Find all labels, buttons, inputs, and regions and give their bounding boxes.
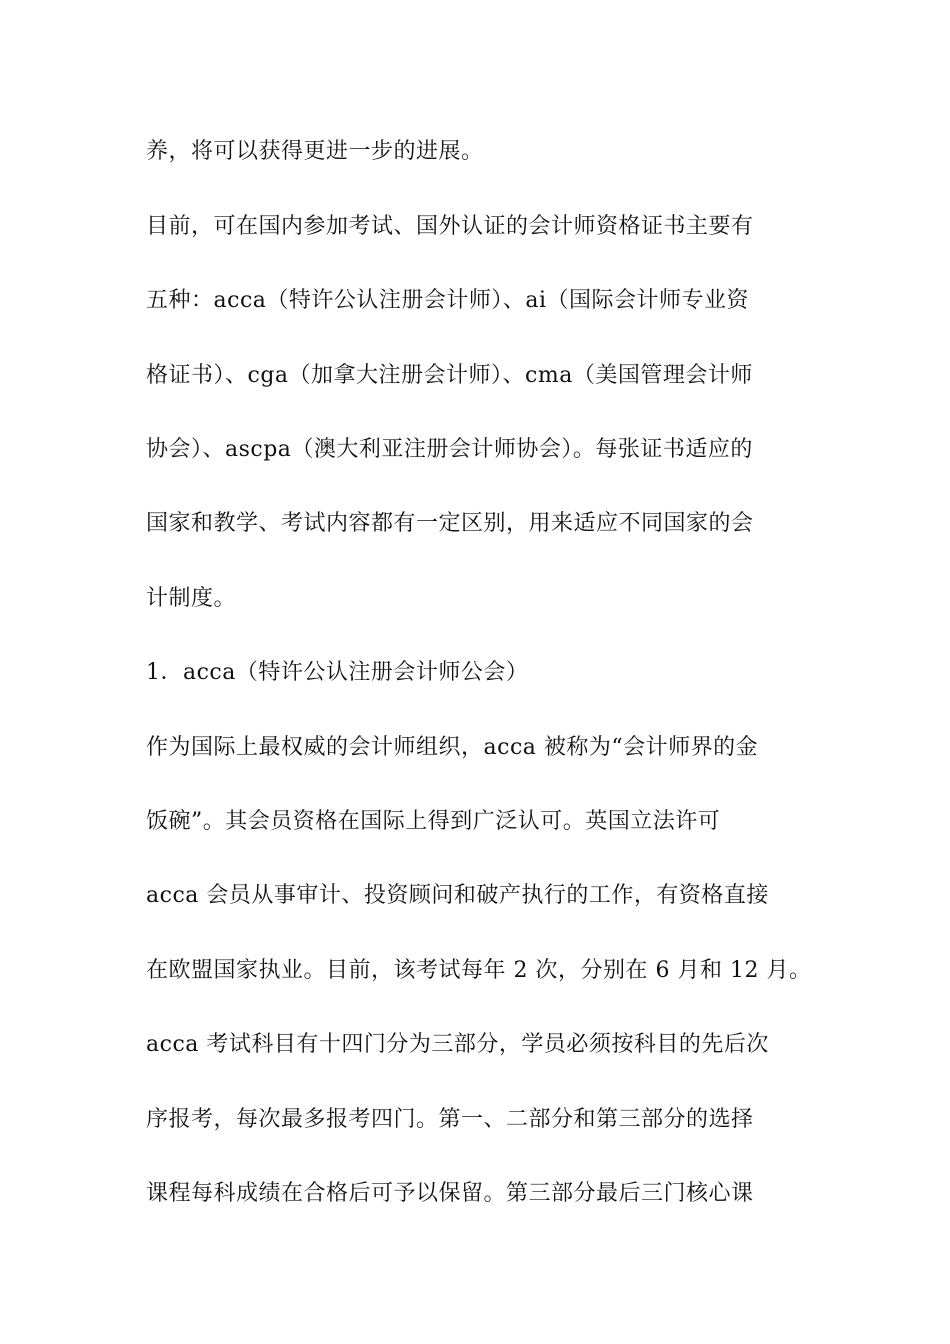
- text-line: acca 考试科目有十四门分为三部分，学员必须按科目的先后次: [146, 1032, 769, 1057]
- text-line: 目前，可在国内参加考试、国外认证的会计师资格证书主要有: [146, 214, 754, 239]
- text-line: 作为国际上最权威的会计师组织，acca 被称为“会计师界的金: [146, 735, 759, 760]
- text-line: 在欧盟国家执业。目前，该考试每年 2 次，分别在 6 月和 12 月。: [146, 958, 812, 983]
- text-line: 国家和教学、考试内容都有一定区别，用来适应不同国家的会: [146, 511, 754, 536]
- text-line: 养，将可以获得更进一步的进展。: [146, 139, 484, 164]
- section-heading: 1．acca（特许公认注册会计师公会）: [146, 660, 529, 685]
- text-line: 饭碗”。其会员资格在国际上得到广泛认可。英国立法许可: [146, 809, 721, 834]
- text-line: acca 会员从事审计、投资顾问和破产执行的工作，有资格直接: [146, 883, 769, 908]
- text-line: 格证书）、cga（加拿大注册会计师）、cma（美国管理会计师: [146, 363, 753, 388]
- text-line: 序报考，每次最多报考四门。第一、二部分和第三部分的选择: [146, 1107, 754, 1132]
- text-line: 五种：acca（特许公认注册会计师）、ai（国际会计师专业资: [146, 288, 750, 313]
- text-line: 计制度。: [146, 586, 237, 611]
- text-line: 协会）、ascpa（澳大利亚注册会计师协会）。每张证书适应的: [146, 437, 753, 462]
- text-line: 课程每科成绩在合格后可予以保留。第三部分最后三门核心课: [146, 1181, 754, 1206]
